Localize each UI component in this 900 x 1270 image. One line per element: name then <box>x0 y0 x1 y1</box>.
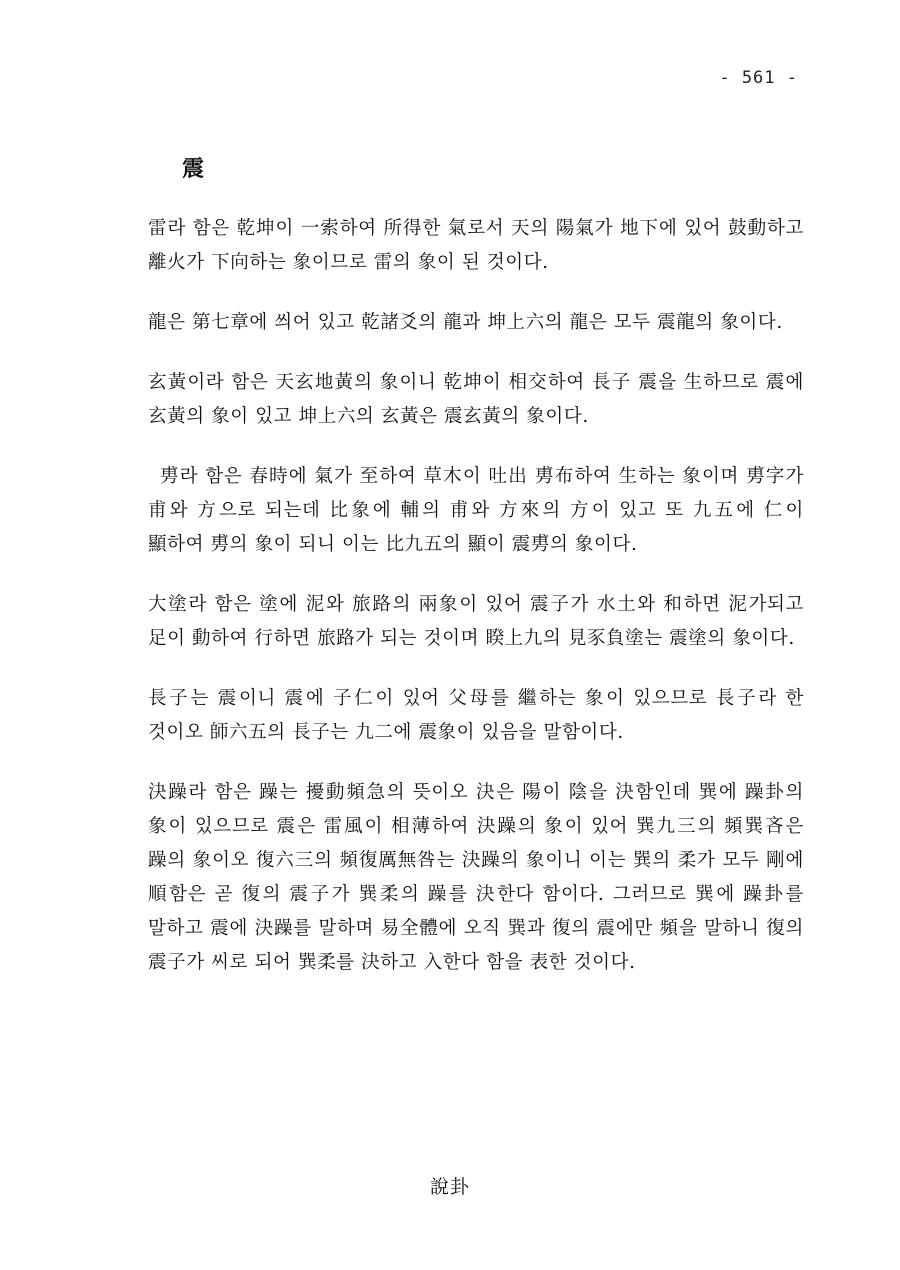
paragraph-decisive-vehemence: 決躁라 함은 躁는 擾動頻急의 뜻이오 決은 陽이 陰을 決함인데 巽에 躁卦의 象이 있으므로 震은 雷風이 相薄하여 決躁의 象이 있어 巽九三의 頻巽吝은 躁의 象이오 復六三의 頻復厲無咎는 決躁의 象이니 이는 巽의 柔가 모두 剛에 順함은 곧 復의 震子가 巽柔의 躁를 決한다 함이다. 그러므로 巽에 躁卦를 말하고 震에 決躁를 말하며 易全體에 오직 巽과 復의 震에만 頻을 말하니 復의 震子가 씨로 되어 巽柔를 決하고 入한다 함을 表한 것이다. <box>148 782 804 973</box>
body-text <box>148 212 804 1006</box>
paragraph-thunder: 雷라 함은 乾坤이 一索하여 所得한 氣로서 天의 陽氣가 地下에 있어 鼓動하고 離火가 下向하는 象이므로 雷의 象이 된 것이다. <box>148 218 804 273</box>
paragraph-great-road: 大塗라 함은 塗에 泥와 旅路의 兩象이 있어 震子가 水土와 和하면 泥가되고 足이 動하여 行하면 旅路가 되는 것이며 睽上九의 見豕負塗는 震塗의 象이다. <box>148 594 804 649</box>
section-heading: 震 <box>182 156 205 182</box>
paragraph-eldest-son: 長子는 震이니 震에 子仁이 있어 父母를 繼하는 象이 있으므로 長子라 한 것이오 師六五의 長子는 九二에 震象이 있음을 말함이다. <box>148 688 804 743</box>
paragraph-black-yellow: 玄黃이라 함은 天玄地黃의 象이니 乾坤이 相交하여 長子 震을 生하므로 震에 玄黃의 象이 있고 坤上六의 玄黃은 震玄黃의 象이다. <box>148 372 804 427</box>
paragraph-spreading: 旉라 함은 春時에 氣가 至하여 草木이 吐出 旉布하여 生하는 象이며 旉字가 甫와 方으로 되는데 比象에 輔의 甫와 方來의 方이 있고 또 九五에 仁이 顯하여 旉의 象이 되니 이는 比九五의 顯이 震旉의 象이다. <box>148 466 804 555</box>
page-number: - 561 - <box>719 68 798 88</box>
footer-title: 說卦 <box>429 1176 470 1198</box>
paragraph-dragon: 龍은 第七章에 씌어 있고 乾諸爻의 龍과 坤上六의 龍은 모두 震龍의 象이다. <box>148 312 783 333</box>
